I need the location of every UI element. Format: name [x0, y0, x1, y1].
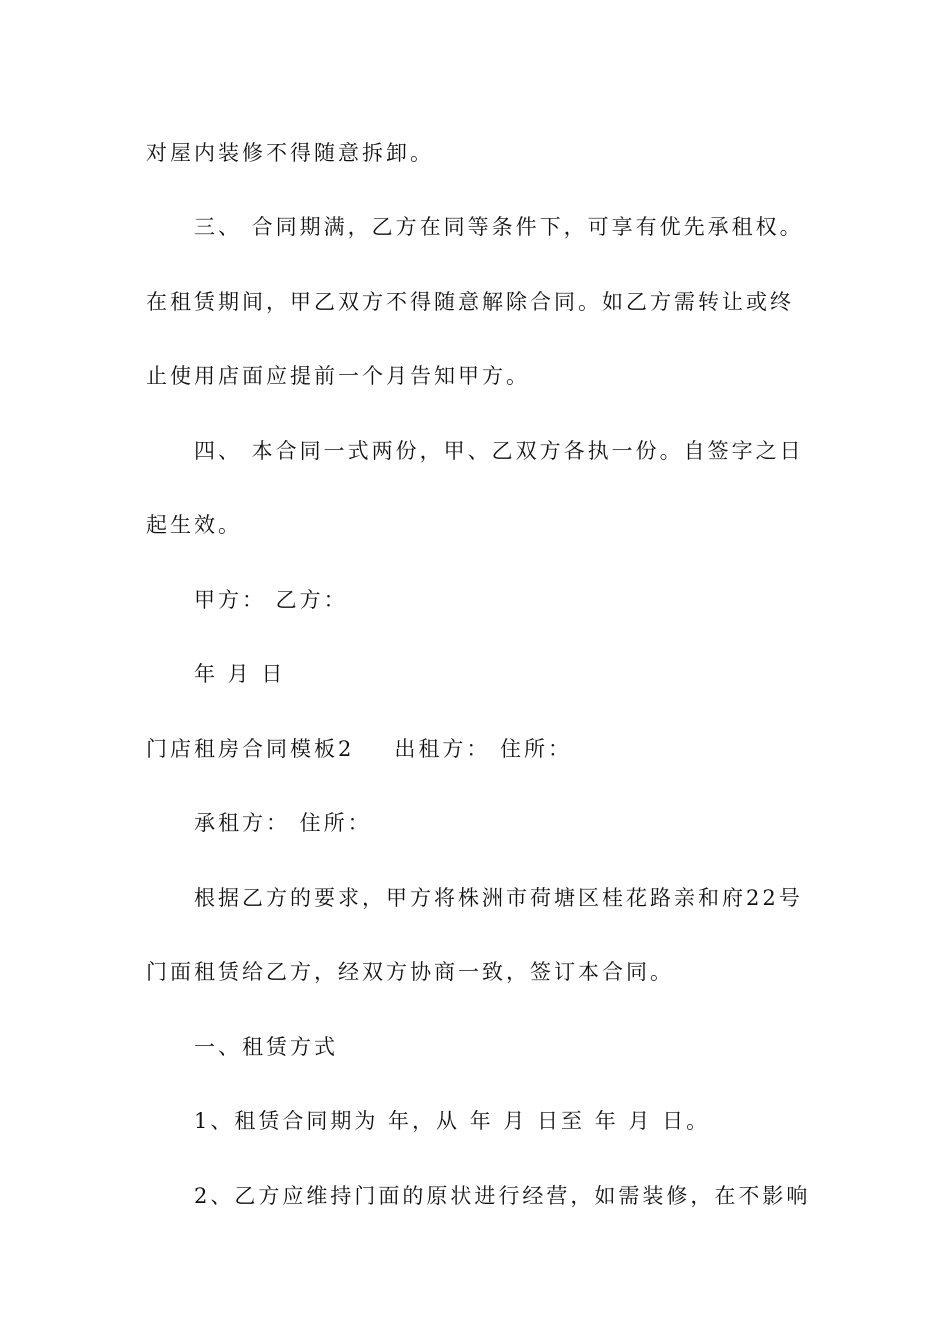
text-line: 根据乙方的要求，甲方将株洲市荷塘区桂花路亲和府22号: [194, 886, 803, 910]
text-line: 1、租赁合同期为 年，从 年 月 日至 年 月 日。: [194, 1109, 711, 1133]
text-line: 起生效。: [146, 513, 242, 537]
clause-three-line: 三、 合同期满，乙方在同等条件下，可享有优先承租权。: [194, 215, 804, 239]
date-line: 年 月 日: [194, 662, 286, 686]
text-line: 2、乙方应维持门面的原状进行经营，如需装修，在不影响: [194, 1184, 811, 1208]
signature-parties-line: 甲方： 乙方：: [194, 588, 348, 612]
text-line: 对屋内装修不得随意拆卸。: [146, 141, 434, 165]
lessee-info-line: 承租方： 住所：: [194, 811, 372, 835]
contract-title-line: [146, 736, 572, 762]
text-line: 门面租赁给乙方，经双方协商一致，签订本合同。: [146, 960, 674, 984]
text-line: 止使用店面应提前一个月告知甲方。: [146, 364, 530, 388]
clause-four-line: 四、 本合同一式两份，甲、乙双方各执一份。自签字之日: [194, 439, 804, 463]
text-line: 在租赁期间，甲乙双方不得随意解除合同。如乙方需转让或终: [146, 290, 794, 314]
section-heading: 一、租赁方式: [194, 1035, 338, 1059]
lessor-info: 出租方： 住所：: [394, 737, 573, 761]
contract-title: 门店租房合同模板2: [146, 737, 355, 761]
